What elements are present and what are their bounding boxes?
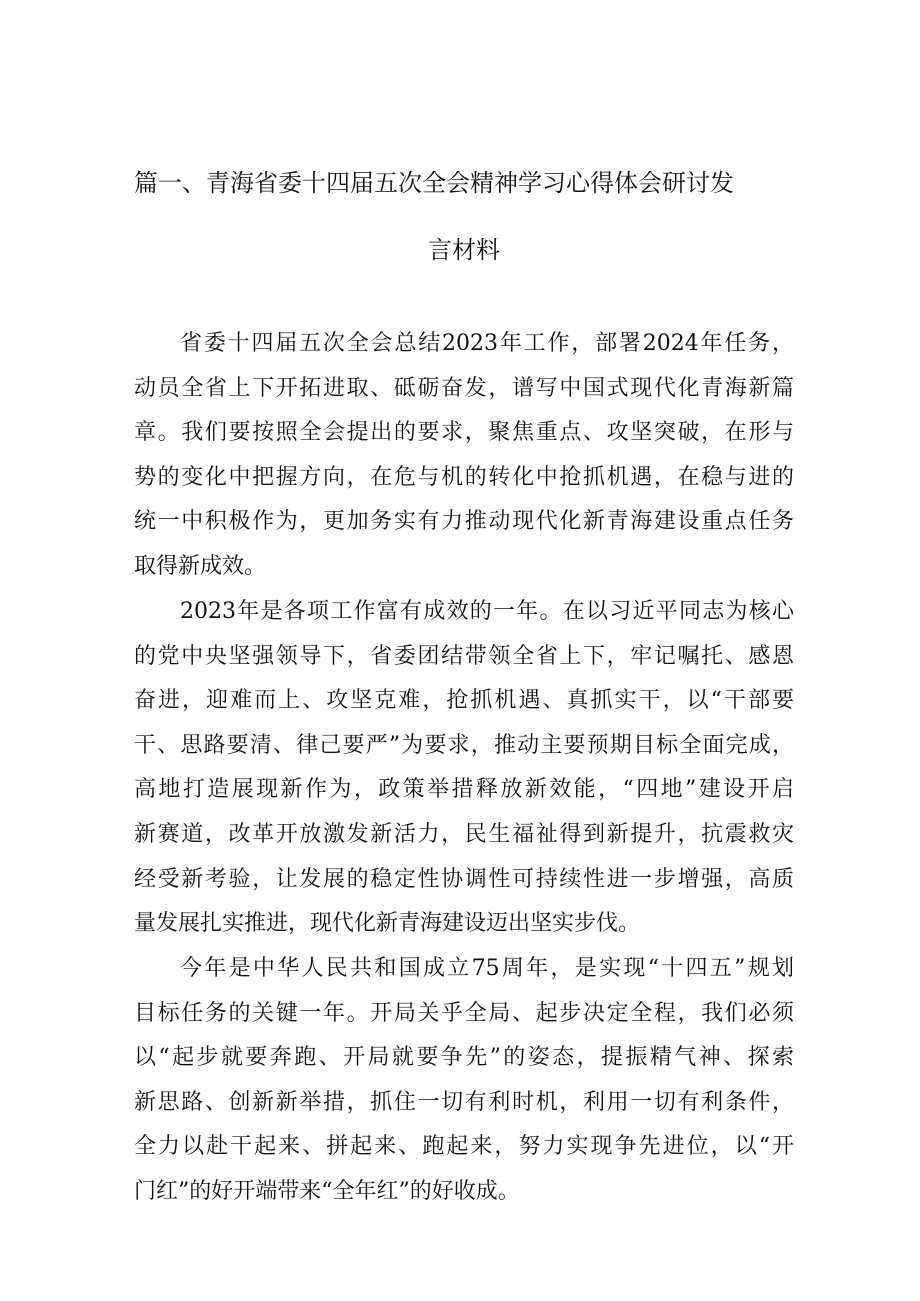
paragraph-line: 取得新成效。 (134, 553, 267, 579)
paragraph-line: 奋进，迎难而上、攻坚克难，抢抓机遇、真抓实干，以“干部要 (134, 688, 794, 714)
paragraph-3 (134, 947, 794, 1215)
paragraph-line: 门红”的好开端带来“全年红”的好收成。 (134, 1178, 520, 1204)
document-title-line-1: 篇一、青海省委十四届五次全会精神学习心得体会研讨发 (134, 169, 734, 197)
paragraph-line: 全力以赴干起来、拼起来、跑起来，努力实现争先进位，以“开 (134, 1134, 794, 1160)
paragraph-line: 今年是中华人民共和国成立75周年，是实现“十四五”规划 (180, 956, 794, 981)
paragraph-line: 的党中央坚强领导下，省委团结带领全省上下，牢记嘱托、感恩 (134, 643, 794, 669)
paragraph-line: 目标任务的关键一年。开局关乎全局、起步决定全程，我们必须 (134, 1000, 794, 1026)
paragraph-2 (134, 590, 794, 947)
paragraph-line: 新赛道，改革开放激发新活力，民生福祉得到新提升，抗震救灾 (134, 821, 794, 847)
paragraph-line: 以“起步就要奔跑、开局就要争先”的姿态，提振精气神、探索 (134, 1045, 794, 1071)
paragraph-line: 新思路、创新新举措，抓住一切有利时机，利用一切有利条件， (134, 1089, 794, 1115)
paragraph-line: 省委十四届五次全会总结2023年工作，部署2024年任务， (180, 331, 794, 356)
paragraph-line: 干、思路要清、律己要严”为要求，推动主要预期目标全面完成， (134, 732, 794, 758)
paragraph-line: 经受新考验，让发展的稳定性协调性可持续性进一步增强，高质 (134, 866, 794, 892)
paragraph-1 (134, 322, 794, 590)
paragraph-line: 势的变化中把握方向，在危与机的转化中抢抓机遇，在稳与进的 (134, 464, 794, 490)
paragraph-line: 统一中积极作为，更加务实有力推动现代化新青海建设重点任务 (134, 509, 794, 535)
paragraph-line: 章。我们要按照全会提出的要求，聚焦重点、攻坚突破，在形与 (134, 420, 794, 446)
paragraph-line: 高地打造展现新作为，政策举措释放新效能，“四地”建设开启 (134, 777, 794, 803)
paragraph-line: 动员全省上下开拓进取、砥砺奋发，谱写中国式现代化青海新篇 (134, 375, 794, 401)
paragraph-line: 量发展扎实推进，现代化新青海建设迈出坚实步伐。 (134, 911, 641, 937)
document-title-line-2: 言材料 (428, 236, 500, 264)
paragraph-line: 2023年是各项工作富有成效的一年。在以习近平同志为核心 (180, 599, 794, 624)
